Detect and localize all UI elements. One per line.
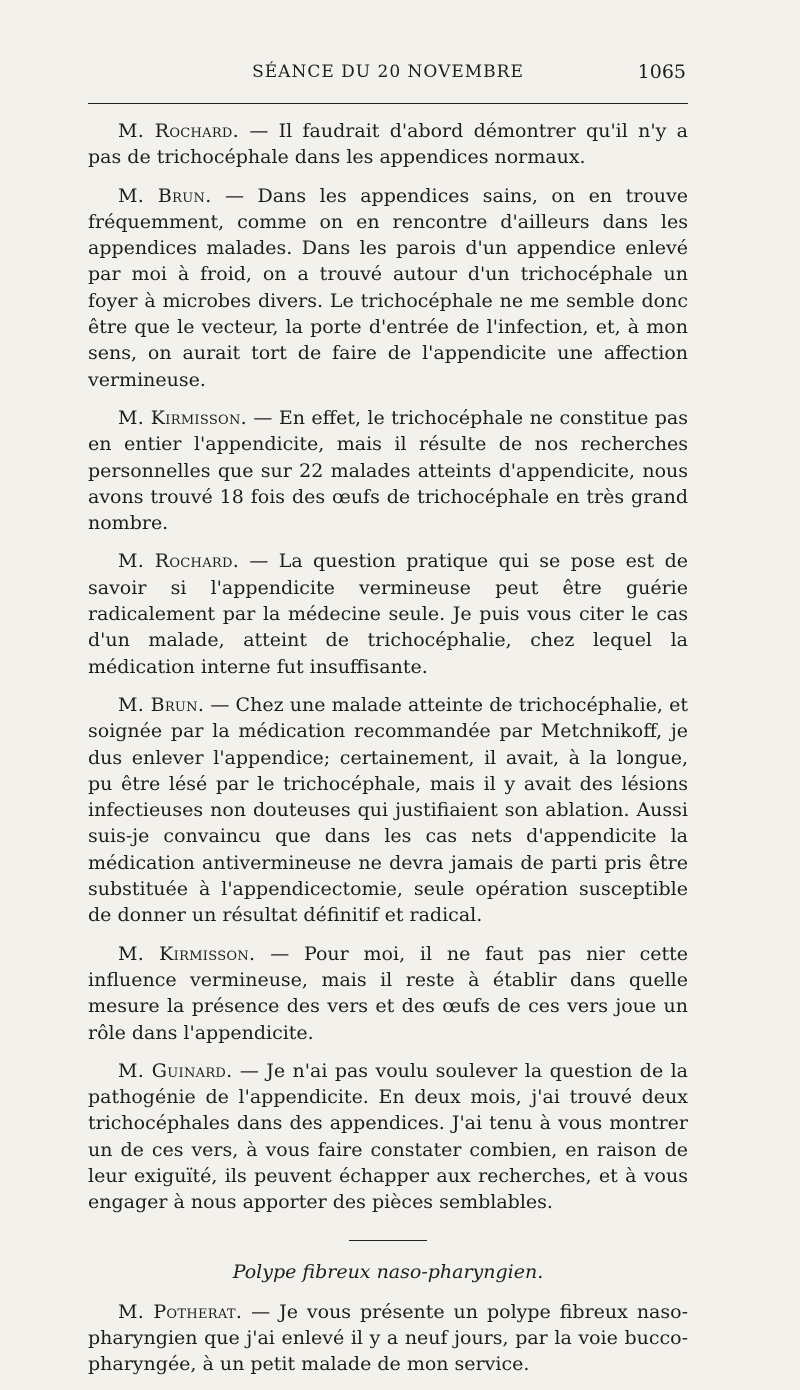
paragraph-text: — Pour moi, il ne faut pas nier cette influence vermineuse, mais il reste à établir dans quelle mesure la présence des vers et des œufs de ces vers joue un rôle dans l'appendicite.: [88, 942, 688, 1044]
speaker-name: M. Kirmisson.: [118, 942, 256, 965]
section-divider: [349, 1240, 427, 1241]
paragraph: [88, 405, 688, 536]
paragraph-text: — Je n'ai pas voulu soulever la question de la pathogénie de l'appendicite. En deux mois, j'ai trouvé deux trichocéphales dans des appendices. J'ai tenu à vous montrer un de ces vers, à vous faire constater combien, en raison de leur exiguïté, ils peuvent échapper aux recherches, et à vous engager à nous apporter des pièces semblables.: [88, 1059, 688, 1214]
paragraph-text: — La question pratique qui se pose est de savoir si l'appendicite vermineuse peut être guérie radicalement par la médecine seule. Je puis vous citer le cas d'un malade, atteint de trichocéphalie, chez lequel la médication interne fut insuffisante.: [88, 550, 688, 678]
speaker-name: M. Kirmisson.: [118, 406, 248, 429]
paragraph: [88, 941, 688, 1046]
page-number: 1065: [637, 61, 686, 83]
paragraph-text: — Chez une malade atteinte de trichocéphalie, et soignée par la médication recommandée par Metchnikoff, je dus enlever l'appendice; certainement, il avait, à la longue, pu être lésé par le trichocéphale, mais il y avait des lésions infectieuses non douteuses qui justifiaient son ablation. Aussi suis-je convaincu que dans les cas nets d'appendicite la médication antivermineuse ne devra jamais de parti pris être substituée à l'appendicectomie, seule opération susceptible de donner un résultat définitif et radical.: [88, 693, 689, 927]
speaker-name: M. Brun.: [118, 184, 212, 207]
speaker-name: M. Guinard.: [118, 1059, 233, 1082]
header-rule: [88, 103, 688, 104]
section-title: Polype fibreux naso-pharyngien.: [232, 1260, 544, 1283]
paragraph-text: — Il faudrait d'abord démontrer qu'il n'y a pas de trichocéphale dans les appendices normaux.: [88, 120, 688, 169]
speaker-name: M. Brun.: [118, 693, 205, 716]
page-header: [88, 62, 688, 90]
paragraph: [88, 118, 688, 171]
paragraph-text: — Dans les appendices sains, on en trouve fréquemment, comme on en rencontre d'ailleurs dans les appendices malades. Dans les parois d'un appendice enlevé par moi à froid, on a trouvé autour d'un trichocéphale un foyer à microbes divers. Le trichocéphale ne me semble donc être que le vecteur, la porte d'entrée de l'infection, et, à mon sens, on aurait tort de faire de l'appendicite une affection vermineuse.: [88, 184, 688, 391]
paragraph: [88, 1058, 688, 1216]
speaker-name: M. Rochard.: [118, 120, 239, 142]
speaker-name: M. Rochard.: [118, 550, 240, 573]
paragraph-text: — En effet, le trichocéphale ne constitue pas en entier l'appendicite, mais il résulte de nos recherches personnelles que sur 22 malades atteints d'appendicite, nous avons trouvé 18 fois des œufs de trichocéphale en très grand nombre.: [88, 406, 688, 535]
paragraph: [88, 692, 688, 929]
running-title: SÉANCE DU 20 NOVEMBRE: [252, 62, 524, 82]
paragraph: [88, 548, 688, 679]
speaker-name: M. Potherat.: [118, 1300, 243, 1323]
paragraph: [88, 183, 688, 393]
body-text: [88, 118, 688, 1390]
paragraph-text: — Je vous présente un polype fibreux naso-pharyngien que j'ai enlevé il y a neuf jours, par la voie bucco-pharyngée, à un petit malade de mon service.: [88, 1300, 688, 1376]
paragraph: [88, 1299, 688, 1378]
